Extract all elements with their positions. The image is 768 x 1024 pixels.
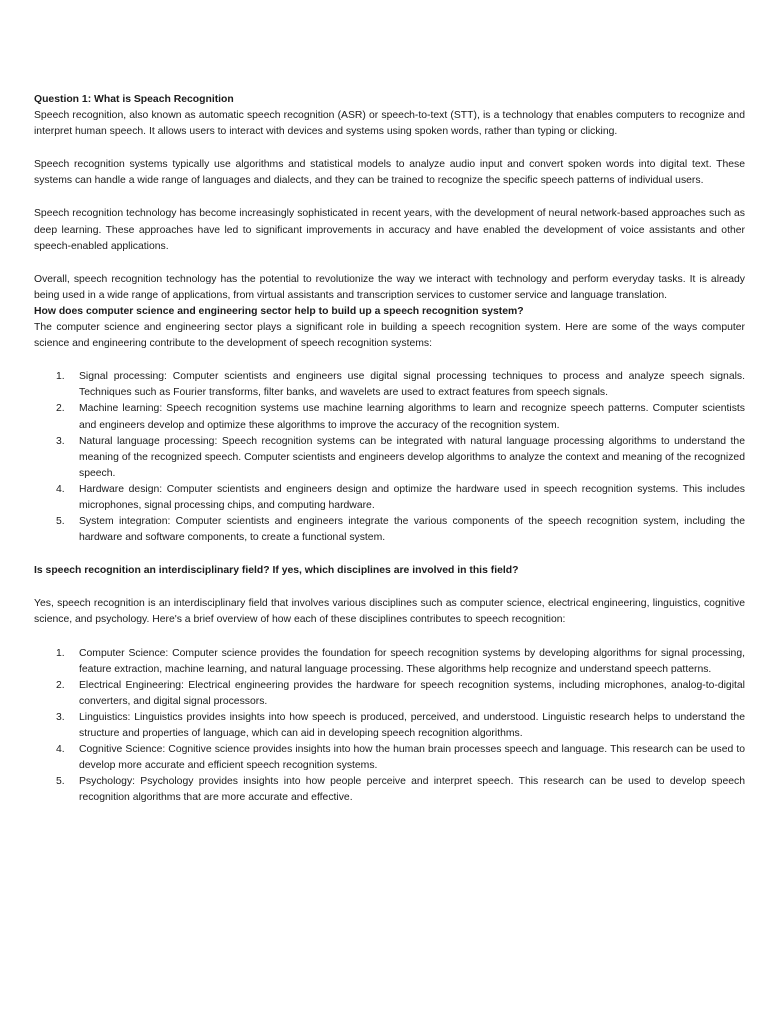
q1-paragraph-2: Speech recognition systems typically use algorithms and statistical models to analyze audio input and convert spoken words into digital text. These systems can handle a wide range of languages and dialects, and they can be trained to recognize the specific speech patterns of individual users. xyxy=(34,159,745,187)
list-item: 4. Hardware design: Computer scientists and engineers design and optimize the hardware used in speech recognition systems. This includes microphones, signal processing chips, and computing hardware. xyxy=(56,483,745,511)
list-item: 5. System integration: Computer scientists and engineers integrate the various components of the speech recognition system, including the hardware and software components, to create a functional system. xyxy=(56,516,745,544)
list-item: 2. Machine learning: Speech recognition systems use machine learning algorithms to learn and recognize speech patterns. Computer scientists and engineers develop and optimize these algorithms to improve the accuracy of the recognition system. xyxy=(56,403,745,431)
list-item: 3. Linguistics: Linguistics provides insights into how speech is produced, perceived, and understood. Linguistic research helps to understand the structure and properties of language, which can aid in developing speech recognition algorithms. xyxy=(56,711,745,739)
list-item: 3. Natural language processing: Speech recognition systems can be integrated with natural language processing algorithms to understand the meaning of the recognized speech. Computer scientists and engineers develop algorithms to analyze the context and meaning of the recognized speech. xyxy=(56,435,745,479)
list-item: 2. Electrical Engineering: Electrical engineering provides the hardware for speech recognition systems, including microphones, analog-to-digital converters, and digital signal processors. xyxy=(56,679,745,707)
list-item: 1. Signal processing: Computer scientists and engineers use digital signal processing techniques to process and analyze speech signals. Techniques such as Fourier transforms, filter banks, and wavelets are used to extract features from speech signals. xyxy=(56,371,745,399)
q3-heading: Is speech recognition an interdisciplinary field? If yes, which disciplines are involved in this field? xyxy=(34,565,519,577)
document-page xyxy=(34,92,745,806)
q1-paragraph-4: Overall, speech recognition technology has the potential to revolutionize the way we interact with technology and perform everyday tasks. It is already being used in a wide range of applications, from virtual assistants and transcription services to customer service and language translation. xyxy=(34,273,745,301)
q3-intro: Yes, speech recognition is an interdisciplinary field that involves various disciplines such as computer science, electrical engineering, linguistics, cognitive science, and psychology. Here's a brief overview of how each of these disciplines contributes to speech recognition: xyxy=(34,598,745,626)
q1-paragraph-1: Speech recognition, also known as automatic speech recognition (ASR) or speech-to-text (STT), is a technology that enables computers to recognize and interpret human speech. It allows users to interact with devices and systems using spoken words, rather than typing or clicking. xyxy=(34,110,745,138)
q2-list xyxy=(34,369,745,546)
list-item: 4. Cognitive Science: Cognitive science provides insights into how the human brain processes speech and language. This research can be used to develop more accurate and efficient speech recognition systems. xyxy=(56,744,745,772)
list-item: 5. Psychology: Psychology provides insights into how people perceive and interpret speech. This research can be used to develop speech recognition algorithms that are more accurate and effective. xyxy=(56,776,745,804)
q2-heading: How does computer science and engineering sector help to build up a speech recognition system? xyxy=(34,305,524,317)
q3-list xyxy=(34,646,745,807)
q2-intro: The computer science and engineering sector plays a significant role in building a speech recognition system. Here are some of the ways computer science and engineering contribute to the development of speech recognition systems: xyxy=(34,322,745,350)
list-item: 1. Computer Science: Computer science provides the foundation for speech recognition systems by developing algorithms for signal processing, feature extraction, machine learning, and natural language processing. These algorithms help recognize and understand speech patterns. xyxy=(56,647,745,675)
q1-paragraph-3: Speech recognition technology has become increasingly sophisticated in recent years, with the development of neural network-based approaches such as deep learning. These approaches have led to significant improvements in accuracy and have enabled the development of voice assistants and other speech-enabled applications. xyxy=(34,208,745,252)
q1-heading: Question 1: What is Speach Recognition xyxy=(34,94,234,105)
